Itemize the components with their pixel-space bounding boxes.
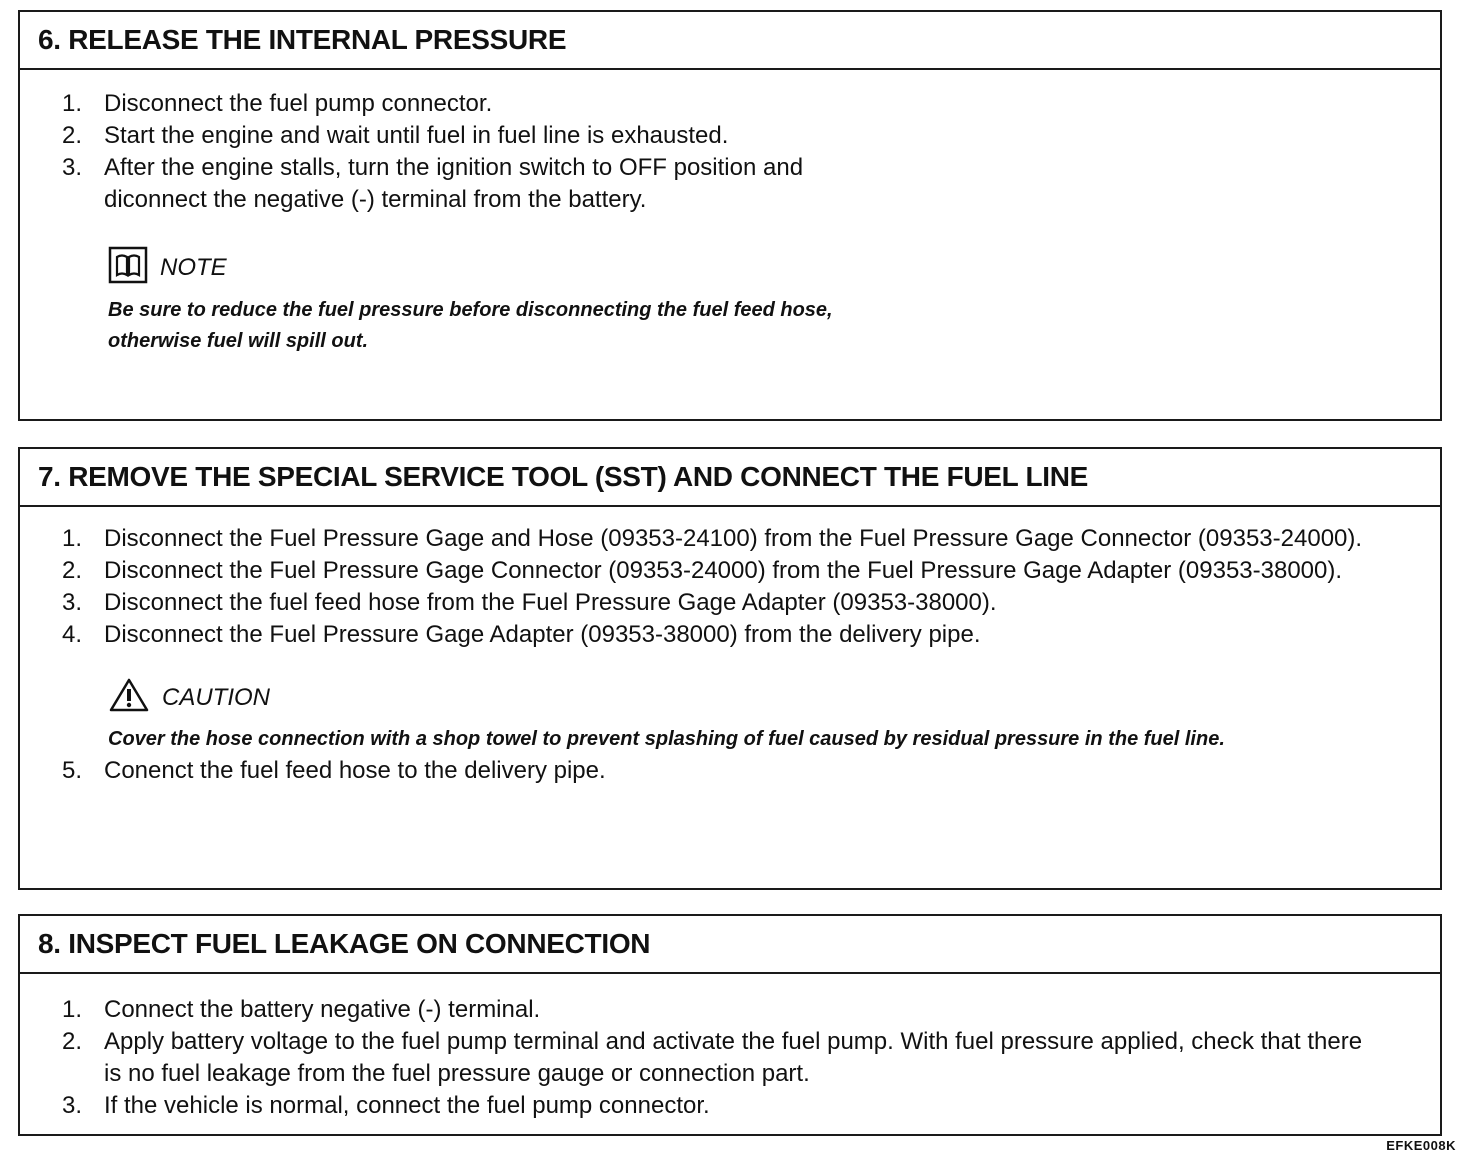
note-label: NOTE bbox=[160, 253, 227, 281]
step-text: Apply battery voltage to the fuel pump terminal and activate the fuel pump. With fuel pressure applied, check that there is no fuel leakage from the fuel pressure gauge or connection part. bbox=[104, 1028, 1363, 1087]
step-item bbox=[62, 152, 1422, 216]
step-number: 1. bbox=[62, 90, 83, 117]
section-header bbox=[20, 916, 1440, 974]
section-release-internal-pressure bbox=[18, 10, 1442, 421]
step-number: 3. bbox=[62, 1092, 83, 1119]
step-number: 2. bbox=[62, 1028, 83, 1055]
step-text: Disconnect the Fuel Pressure Gage Adapter (09353-38000) from the delivery pipe. bbox=[104, 621, 981, 648]
note-text: Be sure to reduce the fuel pressure before disconnecting the fuel feed hose, otherwise fuel will spill out. bbox=[108, 299, 833, 352]
section-remove-sst bbox=[18, 447, 1442, 890]
book-icon bbox=[108, 246, 148, 289]
step-number: 1. bbox=[62, 996, 83, 1023]
step-item bbox=[62, 587, 1422, 619]
step-item bbox=[62, 1090, 1422, 1122]
caution-label: CAUTION bbox=[162, 683, 270, 711]
section-header bbox=[20, 449, 1440, 507]
step-text: Disconnect the fuel pump connector. bbox=[104, 90, 493, 117]
step-number: 3. bbox=[62, 154, 83, 181]
caution-text: Cover the hose connection with a shop towel to prevent splashing of fuel caused by residual pressure in the fuel line. bbox=[108, 728, 1225, 750]
step-item bbox=[62, 994, 1422, 1026]
step-number: 2. bbox=[62, 557, 83, 584]
step-item bbox=[62, 755, 1422, 787]
step-list bbox=[62, 994, 1422, 1122]
step-number: 3. bbox=[62, 589, 83, 616]
step-text: Start the engine and wait until fuel in fuel line is exhausted. bbox=[104, 122, 729, 149]
step-number: 2. bbox=[62, 122, 83, 149]
section-header bbox=[20, 12, 1440, 70]
step-text: Disconnect the Fuel Pressure Gage and Hose (09353-24100) from the Fuel Pressure Gage Connector (09353-24000). bbox=[104, 525, 1363, 552]
section-inspect-fuel-leakage bbox=[18, 914, 1442, 1136]
figure-code: EFKE008K bbox=[1386, 1138, 1456, 1153]
step-text: After the engine stalls, turn the ignition switch to OFF position and diconnect the negative (-) terminal from the battery. bbox=[104, 154, 804, 213]
step-item bbox=[62, 1026, 1422, 1090]
step-text: Conenct the fuel feed hose to the delivery pipe. bbox=[104, 757, 606, 784]
step-number: 4. bbox=[62, 621, 83, 648]
warning-triangle-icon bbox=[108, 677, 150, 718]
section-title: 6. RELEASE THE INTERNAL PRESSURE bbox=[38, 24, 567, 55]
caution-callout bbox=[108, 677, 1422, 755]
step-number: 5. bbox=[62, 757, 83, 784]
step-list bbox=[62, 523, 1422, 651]
note-callout bbox=[108, 246, 1422, 357]
step-text: If the vehicle is normal, connect the fuel pump connector. bbox=[104, 1092, 710, 1119]
step-text: Disconnect the fuel feed hose from the Fuel Pressure Gage Adapter (09353-38000). bbox=[104, 589, 997, 616]
step-item bbox=[62, 88, 1422, 120]
step-list bbox=[62, 755, 1422, 787]
step-text: Disconnect the Fuel Pressure Gage Connector (09353-24000) from the Fuel Pressure Gage Adapter (09353-38000). bbox=[104, 557, 1343, 584]
step-item bbox=[62, 523, 1422, 555]
step-item bbox=[62, 120, 1422, 152]
step-item bbox=[62, 619, 1422, 651]
section-title: 8. INSPECT FUEL LEAKAGE ON CONNECTION bbox=[38, 928, 651, 959]
step-list bbox=[62, 88, 1422, 216]
step-number: 1. bbox=[62, 525, 83, 552]
step-text: Connect the battery negative (-) terminal. bbox=[104, 996, 541, 1023]
step-item bbox=[62, 555, 1422, 587]
section-title: 7. REMOVE THE SPECIAL SERVICE TOOL (SST) AND CONNECT THE FUEL LINE bbox=[38, 461, 1089, 492]
